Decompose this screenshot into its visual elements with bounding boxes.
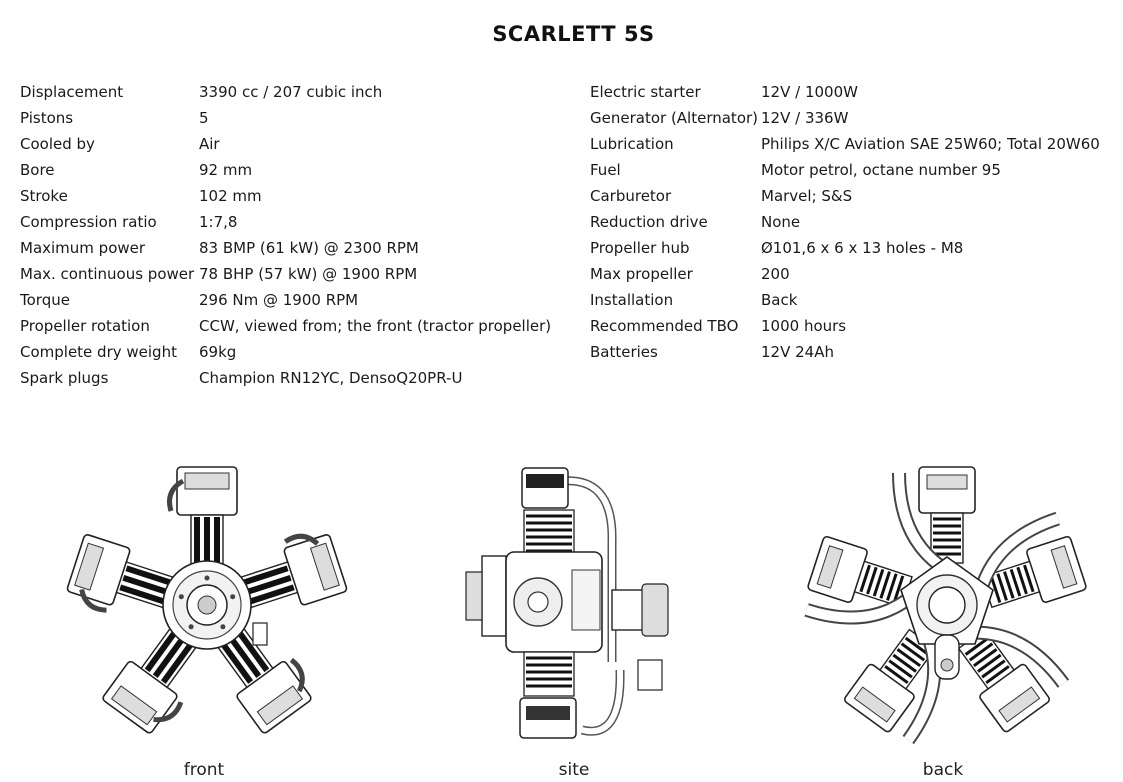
spec-value: 102 mm — [199, 187, 262, 205]
spec-label: Torque — [20, 291, 70, 309]
engine-side-drawing — [462, 460, 692, 750]
spec-label: Recommended TBO — [590, 317, 739, 335]
spec-label: Generator (Alternator) — [590, 109, 759, 127]
side-view-caption: site — [558, 760, 590, 780]
spec-label: Propeller hub — [590, 239, 690, 257]
engine-front-drawing — [62, 460, 352, 750]
back-view-caption: back — [922, 760, 964, 780]
spec-value: Philips X/C Aviation SAE 25W60; Total 20W60 — [761, 135, 1100, 153]
spec-value: 78 BHP (57 kW) @ 1900 RPM — [199, 265, 418, 283]
spec-value: 83 BMP (61 kW) @ 2300 RPM — [199, 239, 419, 257]
spec-value: Ø101,6 x 6 x 13 holes - M8 — [761, 239, 964, 257]
front-view-caption: front — [183, 760, 225, 780]
spec-label: Maximum power — [20, 239, 146, 257]
spec-label: Fuel — [590, 161, 621, 179]
spec-value: 3390 cc / 207 cubic inch — [199, 83, 383, 101]
spec-value: 69kg — [199, 343, 237, 361]
spec-value: 200 — [761, 265, 790, 283]
spec-value: CCW, viewed from; the front (tractor propeller) — [199, 317, 552, 335]
spec-label: Electric starter — [590, 83, 701, 101]
spec-value: 1000 hours — [761, 317, 847, 335]
spec-label: Reduction drive — [590, 213, 708, 231]
spec-value: 92 mm — [199, 161, 253, 179]
spec-value: 12V / 1000W — [761, 83, 858, 101]
spec-value: Back — [761, 291, 798, 309]
spec-label: Installation — [590, 291, 674, 309]
spec-label: Displacement — [20, 83, 124, 101]
spec-value: Air — [199, 135, 220, 153]
spec-value: Champion RN12YC, DensoQ20PR-U — [199, 369, 463, 387]
spec-value: 1:7,8 — [199, 213, 238, 231]
spec-value: 12V / 336W — [761, 109, 849, 127]
spec-label: Pistons — [20, 109, 74, 127]
spec-label: Spark plugs — [20, 369, 109, 387]
spec-value: Marvel; S&S — [761, 187, 853, 205]
spec-label: Bore — [20, 161, 55, 179]
spec-label: Max propeller — [590, 265, 693, 283]
engine-back-view — [802, 460, 1092, 750]
engine-front-view — [62, 460, 352, 750]
spec-label: Max. continuous power — [20, 265, 195, 283]
spec-label: Lubrication — [590, 135, 674, 153]
engine-side-view — [462, 460, 692, 750]
spec-value: 296 Nm @ 1900 RPM — [199, 291, 359, 309]
spec-value: 12V 24Ah — [761, 343, 834, 361]
spec-value: Motor petrol, octane number 95 — [761, 161, 1001, 179]
spec-label: Compression ratio — [20, 213, 157, 231]
spec-label: Propeller rotation — [20, 317, 150, 335]
spec-label: Complete dry weight — [20, 343, 177, 361]
engine-back-drawing — [802, 460, 1092, 750]
page-title: SCARLETT 5S — [492, 22, 655, 46]
spec-label: Stroke — [20, 187, 68, 205]
spec-label: Cooled by — [20, 135, 95, 153]
spec-label: Carburetor — [590, 187, 672, 205]
spec-value: 5 — [199, 109, 209, 127]
spec-value: None — [761, 213, 801, 231]
spec-label: Batteries — [590, 343, 658, 361]
